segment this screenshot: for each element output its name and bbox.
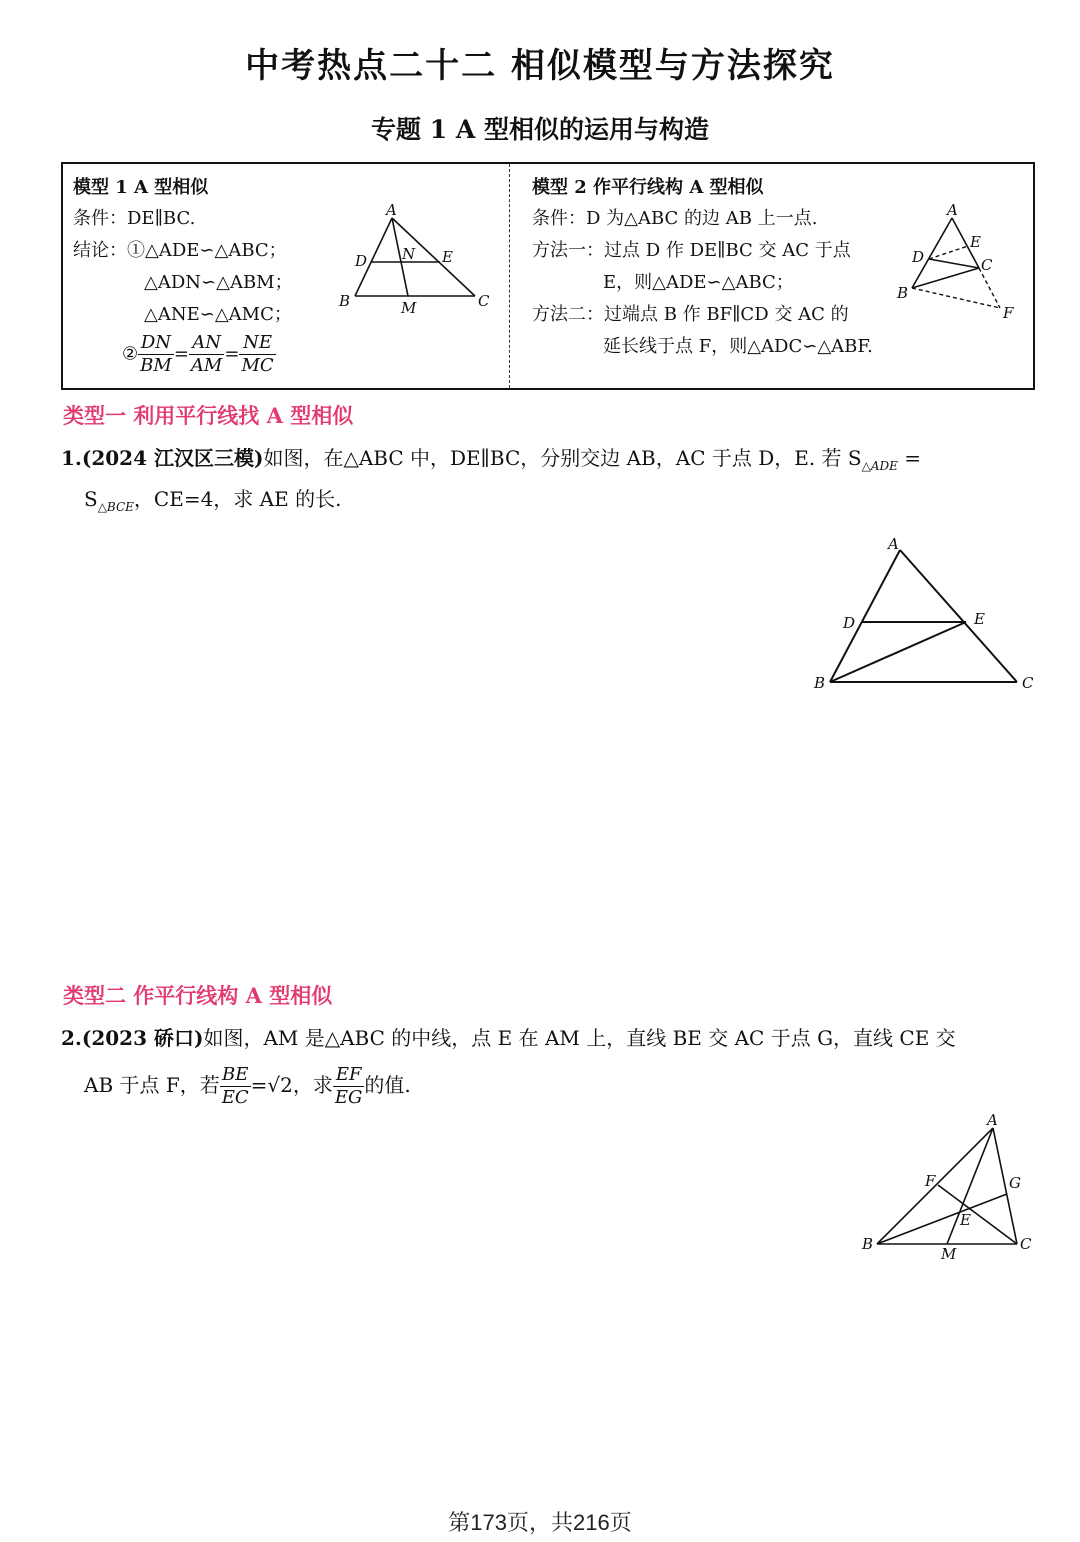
label-D: D xyxy=(355,252,368,270)
label-E: E xyxy=(960,1211,971,1229)
frac-be-ec: $\frac{BE}{EC}$ xyxy=(221,1064,249,1108)
model2-method2-b: 延长线于点 F，则△ADC∽△ABF. xyxy=(603,336,873,357)
label-D: D xyxy=(843,614,856,632)
label-C: C xyxy=(1022,674,1034,692)
q1-text: 如图，在△ABC 中，DE∥BC，分别交边 AB，AC 于点 D，E. 若 S xyxy=(263,446,862,470)
label-E: E xyxy=(442,248,453,266)
label-E: E xyxy=(974,610,985,628)
q2-number: 2. xyxy=(61,1026,82,1050)
q1-source: (2024 江汉区三模) xyxy=(81,446,264,470)
label-C: C xyxy=(981,256,993,274)
model1-heading: 模型 1 A 型相似 xyxy=(73,177,209,198)
label-A: A xyxy=(987,1111,998,1129)
q2-text: 如图，AM 是△ABC 的中线，点 E 在 AM 上，直线 BE 交 AC 于点 G，直线 CE 交 xyxy=(203,1026,956,1050)
label-A: A xyxy=(888,535,899,553)
model1-line2: △ADN∽△ABM； xyxy=(144,272,293,293)
question-2-line2: AB 于点 F，若 $\frac{BE}{EC}$ =√2，求 $\frac{EF}{EG}$ 的值. xyxy=(84,1064,411,1108)
label-M: M xyxy=(401,299,417,317)
equals: = xyxy=(173,343,189,365)
label-D: D xyxy=(912,248,925,266)
label-A: A xyxy=(947,201,958,219)
frac-ne-mc: $\frac{NE}{MC}$ xyxy=(241,332,274,376)
q1-number: 1. xyxy=(61,446,82,470)
label-M: M xyxy=(941,1245,957,1263)
label-F: F xyxy=(925,1172,936,1190)
question-1-line2: $S_{\triangle BCE}$，CE=4，求 AE 的长. xyxy=(84,487,342,514)
label-G: G xyxy=(1009,1174,1021,1192)
label-B: B xyxy=(897,284,909,302)
label-C: C xyxy=(1020,1235,1032,1253)
label-F: F xyxy=(1003,304,1014,322)
model1-line3: △ANE∽△AMC； xyxy=(144,304,292,325)
q2-figure xyxy=(855,1108,1045,1268)
question-1-line1: 1.(2024 江汉区三模)如图，在△ABC 中，DE∥BC，分别交边 AB，AC 于点 D，E. 若 $S_{\triangle ADE}$ = xyxy=(61,446,922,473)
model-divider xyxy=(509,164,510,388)
label-B: B xyxy=(814,674,826,692)
model1-conclusion: 结论：①△ADE∽△ABC； xyxy=(73,240,287,261)
frac-an-am: $\frac{AN}{AM}$ xyxy=(190,332,223,376)
model1-ratio xyxy=(122,332,276,377)
circle-2: ② xyxy=(122,343,139,365)
frac-dn-bm: $\frac{DN}{BM}$ xyxy=(140,332,172,376)
model1-figure xyxy=(330,198,500,318)
label-N: N xyxy=(402,245,416,263)
model2-figure xyxy=(890,198,1030,328)
model2-heading: 模型 2 作平行线构 A 型相似 xyxy=(532,177,764,198)
equals: = xyxy=(224,343,240,365)
label-B: B xyxy=(862,1235,874,1253)
model2-condition: 条件：D 为△ABC 的边 AB 上一点. xyxy=(532,208,818,229)
question-2-line1 xyxy=(61,1022,956,1051)
type2-heading: 类型二 作平行线构 A 型相似 xyxy=(63,983,333,1008)
label-A: A xyxy=(386,201,397,219)
type1-heading: 类型一 利用平行线找 A 型相似 xyxy=(63,403,354,428)
model2-method1-a: 方法一：过点 D 作 DE∥BC 交 AC 于点 xyxy=(532,240,851,261)
q1-figure xyxy=(805,530,1050,700)
topic-subtitle: 专题 1 A 型相似的运用与构造 xyxy=(371,115,709,144)
q2-source: (2023 硚口) xyxy=(81,1026,204,1050)
label-C: C xyxy=(478,292,490,310)
model2-method2-a: 方法二：过端点 B 作 BF∥CD 交 AC 的 xyxy=(532,304,849,325)
model2-method1-b: E，则△ADE∽△ABC； xyxy=(603,272,794,293)
page-title: 中考热点二十二 相似模型与方法探究 xyxy=(245,46,835,86)
model1-condition: 条件：DE∥BC. xyxy=(73,208,196,229)
page-number: 第173页，共216页 xyxy=(448,1510,632,1535)
frac-ef-eg: $\frac{EF}{EG}$ xyxy=(334,1064,363,1108)
label-E: E xyxy=(970,233,981,251)
label-B: B xyxy=(339,292,351,310)
